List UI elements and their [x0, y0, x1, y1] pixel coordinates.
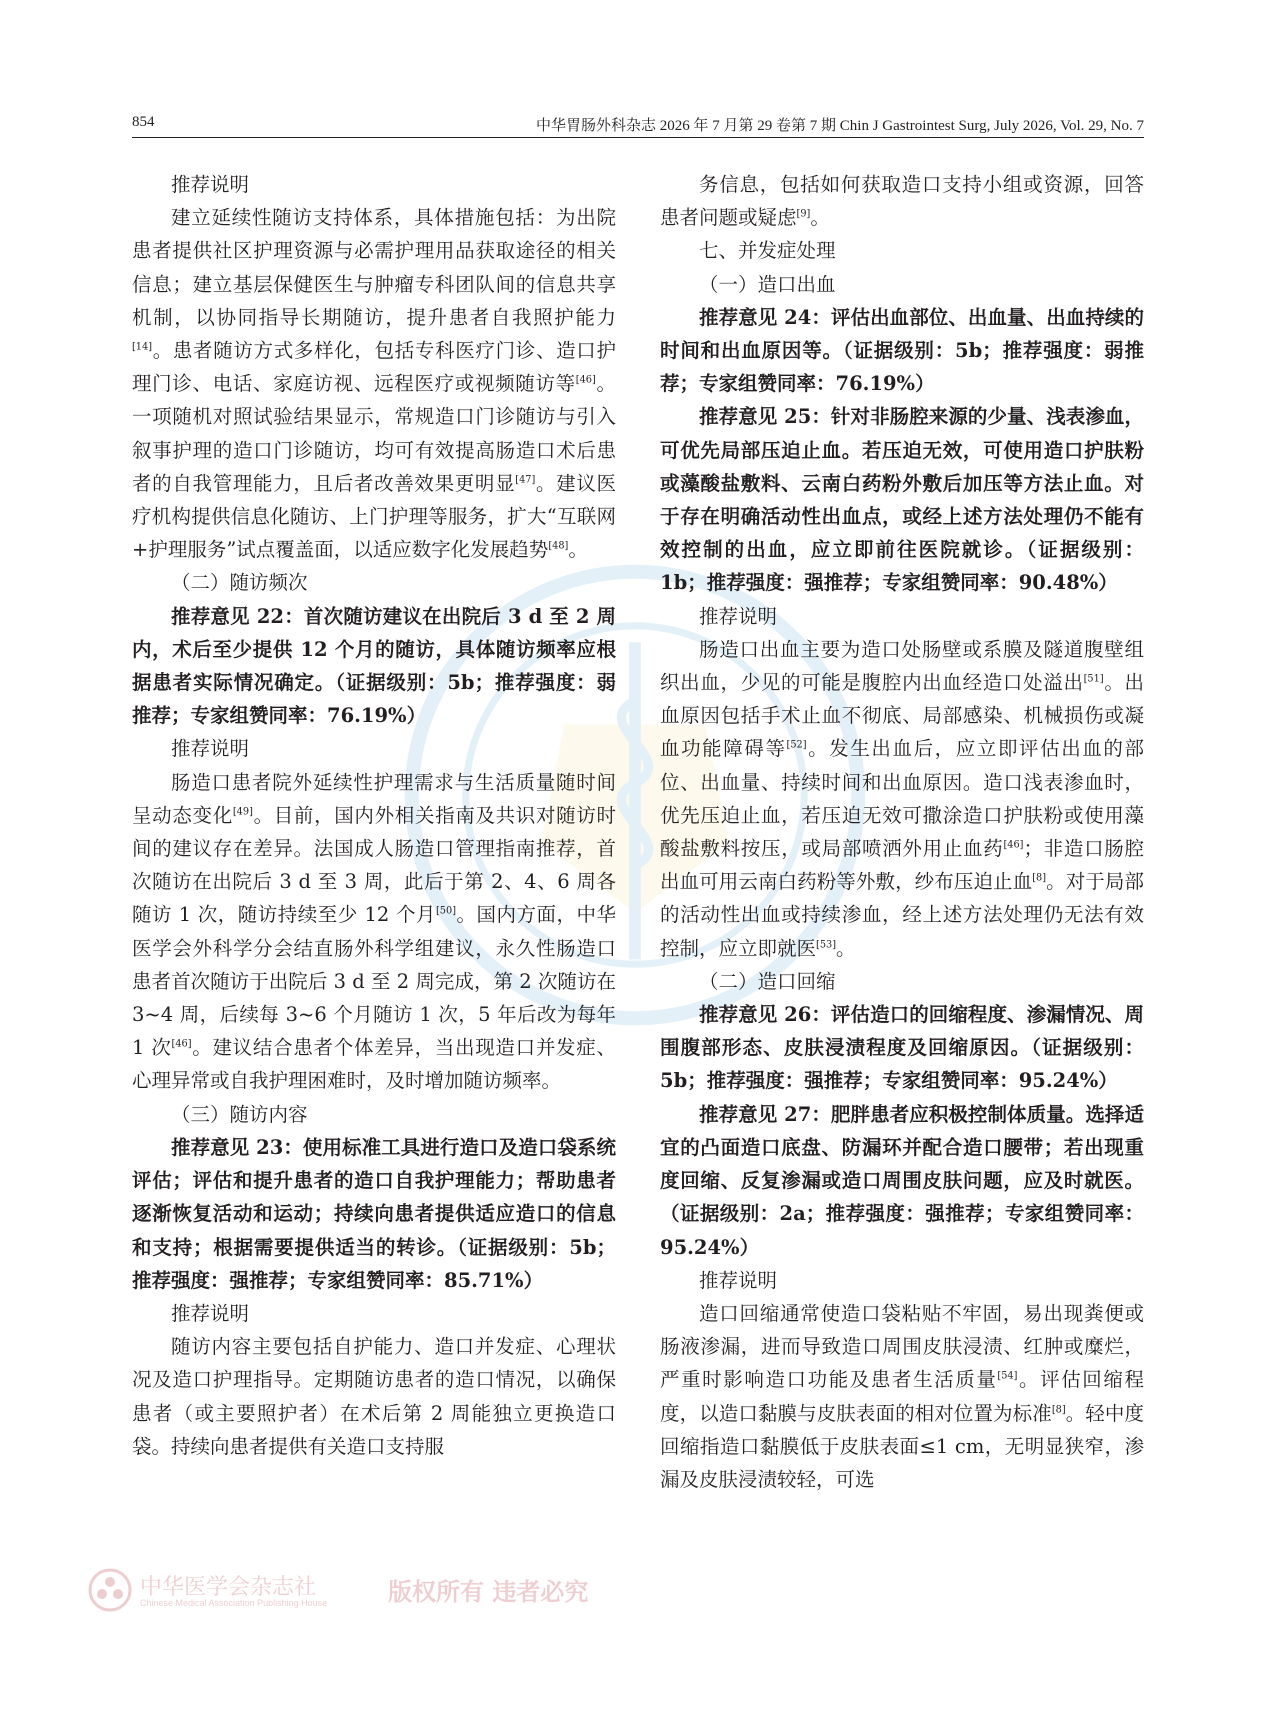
journal-citation: 中华胃肠外科杂志 2026 年 7 月第 29 卷第 7 期 Chin J Gastrointest Surg, July 2026, Vol. 29, No. 7: [536, 118, 1144, 134]
running-header: [132, 114, 1144, 144]
page-number: 854: [132, 114, 155, 130]
body-paragraph: 造口回缩通常使造口袋粘贴不牢固，易出现粪便或肠液渗漏，进而导致造口周围皮肤浸渍、红肿或糜烂，严重时影响造口功能及患者生活质量[54]。评估回缩程度，以造口黏膜与皮肤表面的相对位置为标准[8]。轻中度回缩指造口黏膜低于皮肤表面≤1 cm，无明显狭窄，渗漏及皮肤浸渍较轻，可选: [660, 1301, 1144, 1491]
recommendation-25: 推荐意见 25：针对非肠腔来源的少量、浅表渗血，可优先局部压迫止血。若压迫无效，可使用造口护肤粉或藻酸盐敷料、云南白药粉外敷后加压等方法止血。对于存在明确活动性出血点，或经上述方法处理仍不能有效控制的出血，应立即前往医院就诊。（证据级别：1b；推荐强度：强推荐；专家组赞同率：90.48%）: [660, 405, 1144, 595]
subsection-heading: （二）随访频次: [171, 571, 308, 595]
body-paragraph: 随访内容主要包括自护能力、造口并发症、心理状况及造口护理指导。定期随访患者的造口情况，以确保患者（或主要照护者）在术后第 2 周能独立更换造口袋。持续向患者提供有关造口支持服: [132, 1335, 616, 1458]
recommendation-22: 推荐意见 22：首次随访建议在出院后 3 d 至 2 周内，术后至少提供 12 个月的随访，具体随访频率应根据患者实际情况确定。（证据级别：5b；推荐强度：弱推荐；专家组赞同率：76.19%）: [132, 604, 616, 728]
body-paragraph: 建立延续性随访支持体系，具体措施包括：为出院患者提供社区护理资源与必需护理用品获取途径的相关信息；建立基层保健医生与肿瘤专科团队间的信息共享机制，以协同指导长期随访，提升患者自我照护能力[14]。患者随访方式多样化，包括专科医疗门诊、造口护理门诊、电话、家庭访视、远程医疗或视频随访等[46]。一项随机对照试验结果显示，常规造口门诊随访与引入叙事护理的造口门诊随访，均可有效提高肠造口术后患者的自我管理能力，且后者改善效果更明显[47]。建议医疗机构提供信息化随访、上门护理等服务，扩大“互联网+护理服务”试点覆盖面，以适应数字化发展趋势[48]。: [132, 206, 616, 562]
citation-ref: [46]: [575, 374, 596, 386]
citation-ref: [53]: [816, 939, 837, 951]
section-note-heading: 推荐说明: [171, 737, 250, 761]
subsection-heading: （三）随访内容: [171, 1102, 308, 1126]
citation-ref: [8]: [1032, 872, 1047, 884]
body-paragraph: 肠造口出血主要为造口处肠壁或系膜及隧道腹壁组织出血，少见的可能是腹腔内出血经造口处溢出[51]。出血原因包括手术止血不彻底、局部感染、机械损伤或凝血功能障碍等[52]。发生出血后，应立即评估出血的部位、出血量、持续时间和出血原因。造口浅表渗血时，优先压迫止血，若压迫无效可撒涂造口护肤粉或使用藻酸盐敷料按压，或局部喷洒外用止血药[46]；非造口肠腔出血可用云南白药粉等外敷，纱布压迫止血[8]。对于局部的活动性出血或持续渗血，经上述方法处理仍无法有效控制，应立即就医[53]。: [660, 637, 1144, 960]
citation-ref: [9]: [796, 208, 811, 220]
section-note-heading: 推荐说明: [699, 1268, 778, 1292]
recommendation-24: 推荐意见 24：评估出血部位、出血量、出血持续的时间和出血原因等。（证据级别：5b；推荐强度：弱推荐；专家组赞同率：76.19%）: [660, 305, 1144, 396]
citation-ref: [48]: [548, 540, 569, 552]
recommendation-26: 推荐意见 26：评估造口的回缩程度、渗漏情况、周围腹部形态、皮肤浸渍程度及回缩原因。（证据级别：5b；推荐强度：强推荐；专家组赞同率：95.24%）: [660, 1003, 1144, 1093]
copyright-stamp: 版权所有 违者必究: [388, 1578, 589, 1606]
section-heading: 七、并发症处理: [699, 239, 836, 263]
body-paragraph-continued: 务信息，包括如何获取造口支持小组或资源，回答患者问题或疑虑[9]。: [660, 173, 1144, 230]
recommendation-27: 推荐意见 27：肥胖患者应积极控制体质量。选择适宜的凸面造口底盘、防漏环并配合造口腰带；若出现重度回缩、反复渗漏或造口周围皮肤问题，应及时就医。（证据级别：2a；推荐强度：强推荐；专家组赞同率：95.24%）: [660, 1102, 1144, 1259]
subsection-heading: （二）造口回缩: [699, 969, 836, 993]
citation-ref: [52]: [786, 739, 807, 751]
section-note-heading: 推荐说明: [171, 173, 250, 196]
citation-ref: [54]: [997, 1370, 1018, 1382]
section-note-heading: 推荐说明: [699, 604, 778, 628]
body-paragraph: 肠造口患者院外延续性护理需求与生活质量随时间呈动态变化[49]。目前，国内外相关指南及共识对随访时间的建议存在差异。法国成人肠造口管理指南推荐，首次随访在出院后 3 d 至 3 周，此后于第 2、4、6 周各随访 1 次，随访持续至少 12 个月[50]。国内方面，中华医学会外科学分会结直肠外科学组建议，永久性肠造口患者首次随访于出院后 3 d 至 2 周完成，第 2 次随访在 3~4 周，后续每 3~6 个月随访 1 次，5 年后改为每年 1 次[46]。建议结合患者个体差异，当出现造口并发症、心理异常或自我护理困难时，及时增加随访频率。: [132, 770, 616, 1093]
right-column: [660, 168, 1144, 1496]
citation-ref: [50]: [435, 905, 456, 917]
citation-ref: [46]: [1003, 839, 1024, 851]
citation-ref: [8]: [1051, 1404, 1066, 1416]
left-column: [132, 168, 616, 1463]
citation-ref: [47]: [515, 474, 536, 486]
section-note-heading: 推荐说明: [171, 1301, 250, 1325]
citation-ref: [46]: [171, 1038, 192, 1050]
citation-ref: [14]: [132, 341, 153, 353]
citation-ref: [49]: [232, 806, 253, 818]
publisher-name-en: Chinese Medical Association Publishing House: [140, 1598, 328, 1608]
header-rule: [132, 137, 1144, 138]
publisher-watermark: [88, 1568, 608, 1618]
recommendation-23: 推荐意见 23：使用标准工具进行造口及造口袋系统评估；评估和提升患者的造口自我护理能力；帮助患者逐渐恢复活动和运动；持续向患者提供适应造口的信息和支持；根据需要提供适当的转诊。（证据级别：5b；推荐强度：强推荐；专家组赞同率：85.71%）: [132, 1135, 616, 1292]
subsection-heading: （一）造口出血: [699, 272, 836, 296]
citation-ref: [51]: [1083, 673, 1104, 685]
publisher-logo-icon: [88, 1568, 132, 1612]
publisher-name: 中华医学会杂志社: [140, 1575, 317, 1600]
